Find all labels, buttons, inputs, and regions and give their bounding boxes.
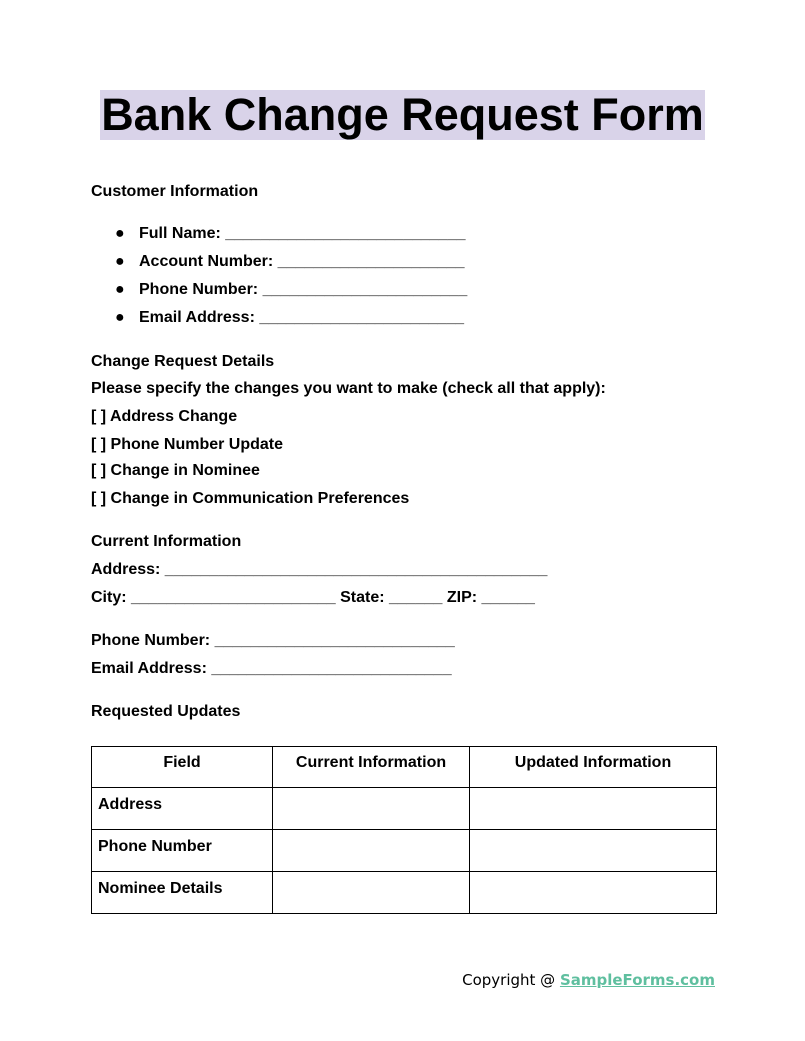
requested-updates-table — [91, 746, 717, 914]
title-wrap — [0, 90, 805, 140]
field-full-name: Full Name: ___________________________ — [139, 225, 466, 242]
current-address-field: Address: ___________________________________________ — [91, 561, 548, 578]
bullet-icon: ● — [115, 253, 125, 270]
cell-field: Phone Number — [92, 830, 273, 872]
sampleforms-link[interactable]: SampleForms.com — [559, 971, 715, 989]
footer-copyright — [462, 971, 715, 989]
cell-current[interactable] — [273, 788, 470, 830]
table-row — [92, 788, 717, 830]
page-title: Bank Change Request Form — [101, 89, 704, 140]
change-request-instruction: Please specify the changes you want to make (check all that apply): — [91, 380, 606, 397]
field-email-address: Email Address: _______________________ — [139, 309, 464, 326]
customer-info-heading: Customer Information — [91, 183, 259, 200]
table-header-row — [92, 747, 717, 788]
list-item — [91, 280, 467, 308]
cell-current[interactable] — [273, 872, 470, 914]
current-info-heading: Current Information — [91, 533, 242, 550]
list-item — [91, 252, 467, 280]
column-header-updated: Updated Information — [470, 747, 717, 788]
field-phone-number: Phone Number: _______________________ — [139, 281, 468, 298]
customer-info-list — [91, 224, 467, 336]
change-request-heading: Change Request Details — [91, 353, 275, 370]
table-row — [92, 872, 717, 914]
current-city-state-zip-field: City: _______________________ State: ______ ZIP: ______ — [91, 589, 535, 606]
current-phone-field: Phone Number: ___________________________ — [91, 632, 455, 649]
column-header-current: Current Information — [273, 747, 470, 788]
cell-updated[interactable] — [470, 788, 717, 830]
option-nominee-change: [ ] Change in Nominee — [91, 462, 260, 479]
cell-updated[interactable] — [470, 872, 717, 914]
list-item — [91, 224, 467, 252]
list-item — [91, 308, 467, 336]
bullet-icon: ● — [115, 281, 125, 298]
column-header-field: Field — [92, 747, 273, 788]
cell-current[interactable] — [273, 830, 470, 872]
option-communication-prefs: [ ] Change in Communication Preferences — [91, 490, 410, 507]
bullet-icon: ● — [115, 225, 125, 242]
option-address-change: [ ] Address Change — [91, 408, 238, 425]
cell-field: Nominee Details — [92, 872, 273, 914]
bullet-icon: ● — [115, 309, 125, 326]
current-email-field: Email Address: ___________________________ — [91, 660, 452, 677]
copyright-text: Copyright @ — [462, 971, 560, 989]
requested-updates-heading: Requested Updates — [91, 703, 241, 720]
option-phone-update: [ ] Phone Number Update — [91, 436, 284, 453]
field-account-number: Account Number: _____________________ — [139, 253, 465, 270]
cell-field: Address — [92, 788, 273, 830]
table-row — [92, 830, 717, 872]
cell-updated[interactable] — [470, 830, 717, 872]
